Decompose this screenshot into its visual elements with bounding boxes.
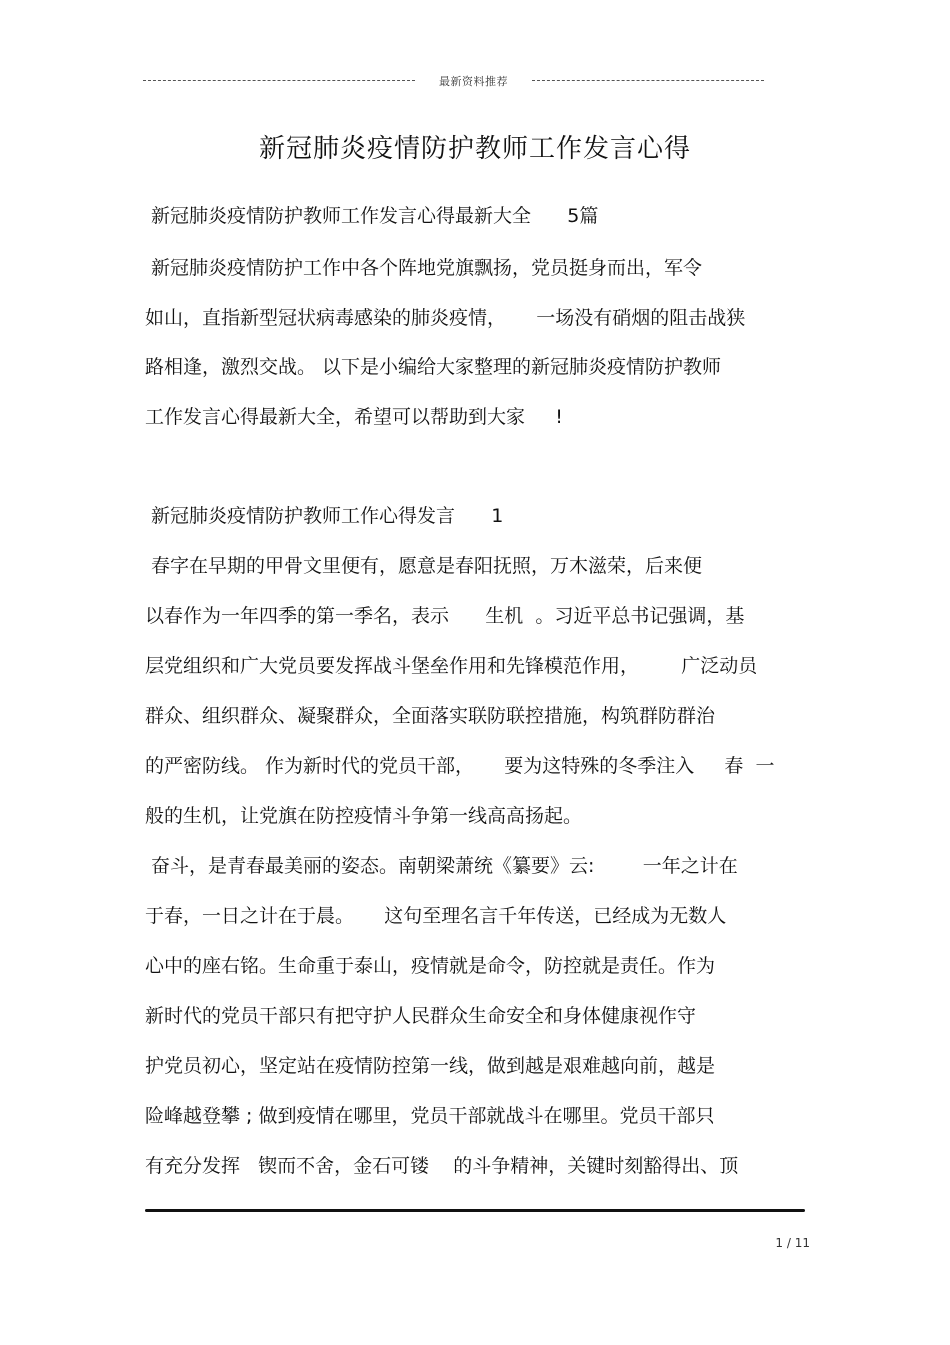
body-line: 路相逢，激烈交战。 以下是小编给大家整理的新冠肺炎疫情防护教师 [145,356,722,378]
body-line: 层党组织和广大党员要发挥战斗堡垒作用和先锋模范作用， 广泛动员 [145,655,758,677]
body-line: 以春作为一年四季的第一季名，表示 生机 。习近平总书记强调，基 [145,605,745,627]
page-number: 1 / 11 [775,1236,810,1250]
header-rule-left [143,80,415,81]
body-line: 新时代的党员干部只有把守护人民群众生命安全和身体健康视作守 [145,1005,697,1027]
body-line: 于春，一日之计在于晨。 这句至理名言千年传送，已经成为无数人 [145,905,727,927]
header-label: 最新资料推荐 [439,75,508,88]
body-line: 春字在早期的甲骨文里便有，愿意是春阳抚照，万木滋荣，后来便 [145,555,703,577]
body-line: 如山，直指新型冠状病毒感染的肺炎疫情， 一场没有硝烟的阻击战狭 [145,307,746,329]
body-line: 新冠肺炎疫情防护教师工作发言心得最新大全 5篇 [145,205,599,227]
body-line: 心中的座右铭。生命重于泰山，疫情就是命令，防控就是责任。作为 [145,955,716,977]
header-rule-right [532,80,764,81]
body-line: 奋斗，是青春最美丽的姿态。南朝梁萧统《纂要》云: 一年之计在 [145,855,738,877]
body-line: 有充分发挥 锲而不舍，金石可镂 的斗争精神，关键时刻豁得出、顶 [145,1155,739,1177]
body-line: 的严密防线。 作为新时代的党员干部， 要为这特殊的冬季注入 春 一 [145,755,775,777]
body-line: 护党员初心，坚定站在疫情防控第一线，做到越是艰难越向前，越是 [145,1055,716,1077]
footer-rule [145,1209,805,1212]
body-line: 新冠肺炎疫情防护教师工作心得发言 1 [145,505,504,527]
body-line: 新冠肺炎疫情防护工作中各个阵地党旗飘扬，党员挺身而出，军令 [145,257,703,279]
body-line: 般的生机，让党旗在防控疫情斗争第一线高高扬起。 [145,805,583,827]
body-line: 群众、组织群众、凝聚群众，全面落实联防联控措施，构筑群防群治 [145,705,716,727]
document-title: 新冠肺炎疫情防护教师工作发言心得 [258,134,691,164]
body-line: 工作发言心得最新大全，希望可以帮助到大家 ! [145,406,563,428]
body-line: 险峰越登攀 ; 做到疫情在哪里，党员干部就战斗在哪里。党员干部只 [145,1105,715,1127]
